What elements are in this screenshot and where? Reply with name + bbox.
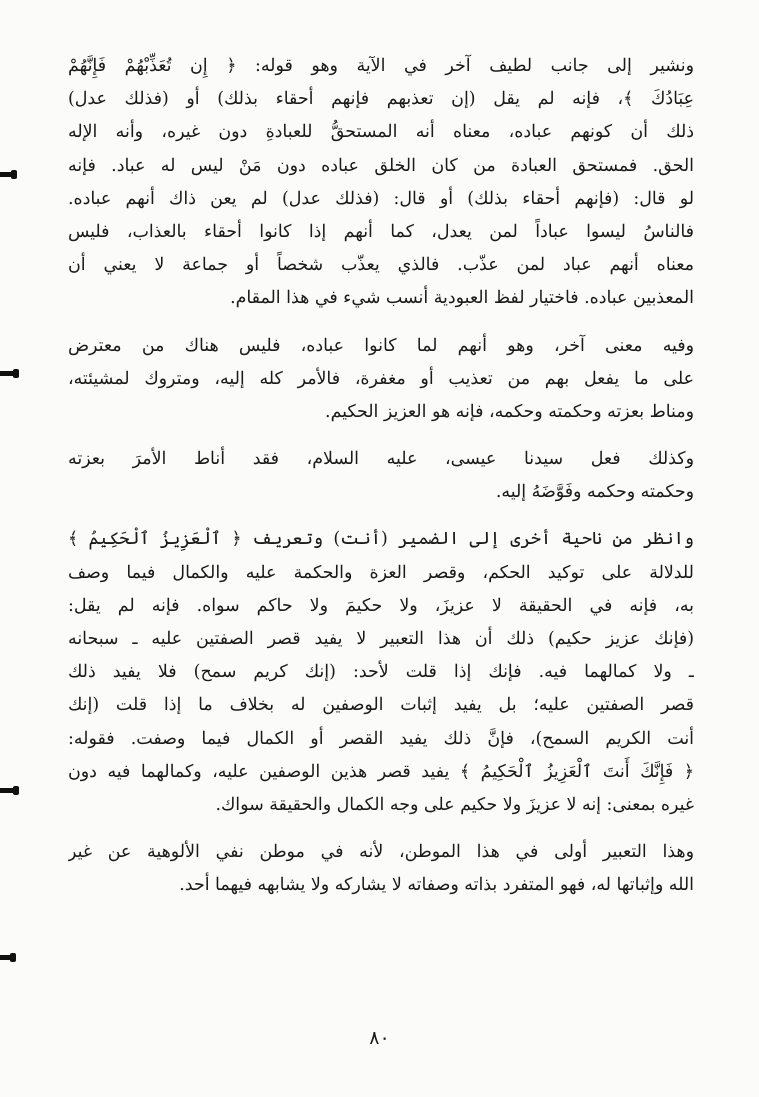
text-line: قصر الصفتين عليه؛ بل يفيد إثبات الوصفين له بخلاف ما إذا قلت (إنك: [68, 695, 694, 716]
text-line: غيره بمعنى: إنه لا عزيزَ ولا حكيم على وجه الكمال والحقيقة سواك.: [215, 794, 694, 815]
text-line: للدلالة على توكيد الحكم، وقصر العزة والحكمة عليه والكمال فيما وصف: [68, 562, 694, 583]
binding-mark: [0, 955, 13, 960]
text-line: أنت الكريم السمح)، فإنَّ ذلك يفيد القصر أو الكمال فيما وصفت. فقوله:: [68, 728, 694, 749]
text-line: الحق. فمستحق العبادة من كان الخلق عباده دون مَنْ ليس له عباد. فإنه: [68, 155, 694, 176]
paragraph-2: [68, 330, 694, 430]
paragraph-5: [68, 836, 694, 902]
text-line: به، فإنه في الحقيقة لا عزيزَ، ولا حكيمَ ولا حاكم سواه. فإنه لم يقل:: [68, 595, 694, 616]
text-line: وفيه معنى آخر، وهو أنهم لما كانوا عباده، فليس هناك من معترض: [68, 335, 694, 356]
text-line: ومناط بعزته وحكمته وحكمه، فإنه هو العزيز الحكيم.: [325, 401, 694, 422]
text-line: (فإنك عزيز حكيم) ذلك أن هذا التعبير لا يفيد قصر الصفتين عليه ـ سبحانه: [68, 629, 694, 649]
paragraph-3: [68, 443, 694, 509]
text-line: على ما يفعل بهم من تعذيب أو مغفرة، فالأمر كله إليه، ومتروك لمشيئته،: [68, 368, 694, 389]
text-line: وانظر من ناحية أخرى إلى الضمير (أنت) وتعريف ﴿ ٱلْعَزِيزُ ٱلْحَكِيمُ ﴾: [68, 529, 694, 550]
text-line: لو قال: (فإنهم أحقاء بذلك) أو قال: (فذلك عدل) لم يعن ذاك أنهم عباده.: [68, 188, 694, 209]
text-line: ذلك أن كونهم عباده، معناه أنه المستحقُّ للعبادةِ دون غيره، وأنه الإله: [68, 122, 694, 143]
text-line: الله وإثباتها له، فهو المتفرد بذاته وصفاته لا يشاركه ولا يشابهه فيهما أحد.: [179, 875, 694, 896]
binding-mark: [0, 788, 16, 793]
binding-mark: [0, 371, 16, 376]
text-line: عِبَادُكَ ﴾، فإنه لم يقل (إن تعذبهم فإنهم أحقاء بذلك) أو (فذلك عدل): [68, 89, 694, 110]
text-line: المعذبين عباده. فاختيار لفظ العبودية أنسب شيء في هذا المقام.: [230, 288, 694, 309]
paragraph-1: [68, 50, 694, 316]
text-line: وكذلك فعل سيدنا عيسى، عليه السلام، فقد أناط الأمرَ بعزته: [68, 449, 694, 470]
text-line: وحكمته وحكمه وفَوَّضَهُ إليه.: [495, 482, 694, 503]
text-line: وهذا التعبير أولى في هذا الموطن، لأنه في موطن نفي الألوهية عن غير: [68, 842, 694, 863]
page-body: [68, 50, 694, 903]
text-line: ونشير إلى جانب لطيف آخر في الآية وهو قوله: ﴿ إِن تُعَذِّبْهُمْ فَإِنَّهُمْ: [68, 56, 694, 76]
binding-mark: [0, 172, 14, 177]
page-number: ٨٠: [369, 1027, 390, 1049]
text-line: ﴿ فَإِنَّكَ أَنتَ ٱلْعَزِيزُ ٱلْحَكِيمُ ﴾ يفيد قصر هذين الوصفين عليه، وكمالهما فيه دون: [68, 761, 694, 782]
text-line: معناه أنهم عباد لمن عذّب. فالذي يعذّب شخصاً أو جماعة لا يعني أن: [68, 255, 694, 276]
text-line: فالناسُ ليسوا عباداً لمن يعدل، كما أنهم إذا كانوا أحقاء بالعذاب، فليس: [68, 221, 694, 242]
paragraph-4: [68, 523, 694, 822]
text-line: ـ ولا كمالهما فيه. فإنك إذا قلت لأحد: (إنك كريم سمح) فلا يفيد ذلك: [68, 662, 694, 683]
